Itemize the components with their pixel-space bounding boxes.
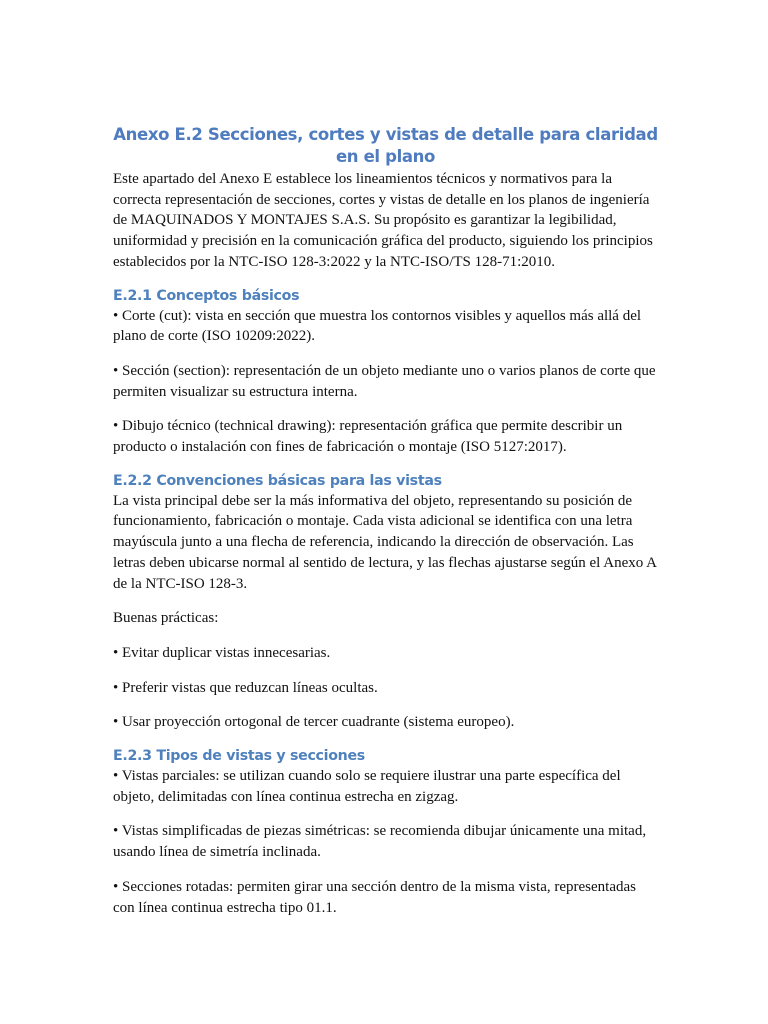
intro-paragraph: Este apartado del Anexo E establece los lineamientos técnicos y normativos para la correcta representación de secciones, cortes y vistas de detalle en los planos de ingeniería de MAQUINADOS Y MONTAJES S.A.S. Su propósito es garantizar la legibilidad, uniformidad y precisión en la comunicación gráfica del producto, siguiendo los principios establecidos por la NTC-ISO 128-3:2022 y la NTC-ISO/TS 128-71:2010.	[113, 171, 653, 270]
paragraph-dibujo-tecnico: • Dibujo técnico (technical drawing): representación gráfica que permite describir un producto o instalación con fines de fabricación o montaje (ISO 5127:2017).	[113, 418, 623, 456]
document-title: Anexo E.2 Secciones, cortes y vistas de detalle para claridad en el plano	[113, 125, 658, 166]
paragraph-evitar-duplicar: • Evitar duplicar vistas innecesarias.	[113, 644, 331, 661]
paragraph-seccion: • Sección (section): representación de un objeto mediante uno o varios planos de corte que permiten visualizar su estructura interna.	[113, 362, 656, 400]
section-heading-conventions: E.2.2 Convenciones básicas para las vistas	[113, 472, 442, 489]
paragraph-buenas-practicas: Buenas prácticas:	[113, 610, 219, 627]
section-heading-concepts: E.2.1 Conceptos básicos	[113, 287, 300, 304]
document-page	[113, 124, 658, 918]
paragraph-corte: • Corte (cut): vista en sección que muestra los contornos visibles y aquellos más allá del plano de corte (ISO 10209:2022).	[113, 307, 642, 345]
paragraph-vistas-simplificadas: • Vistas simplificadas de piezas simétricas: se recomienda dibujar únicamente una mitad, usando línea de simetría inclinada.	[113, 823, 647, 861]
section-heading-types: E.2.3 Tipos de vistas y secciones	[113, 748, 365, 765]
paragraph-preferir-vistas: • Preferir vistas que reduzcan líneas ocultas.	[113, 679, 378, 696]
paragraph-vista-principal: La vista principal debe ser la más informativa del objeto, representando su posición de funcionamiento, fabricación o montaje. Cada vista adicional se identifica con una letra mayúscula junto a una flecha de referencia, indicando la dirección de observación. Las letras deben ubicarse normal al sentido de lectura, y las flechas ajustarse según el Anexo A de la NTC-ISO 128-3.	[113, 492, 657, 592]
paragraph-proyeccion-ortogonal: • Usar proyección ortogonal de tercer cuadrante (sistema europeo).	[113, 714, 515, 731]
paragraph-secciones-rotadas: • Secciones rotadas: permiten girar una sección dentro de la misma vista, representadas con línea continua estrecha tipo 01.1.	[113, 878, 636, 916]
paragraph-vistas-parciales: • Vistas parciales: se utilizan cuando solo se requiere ilustrar una parte específica del objeto, delimitadas con línea continua estrecha en zigzag.	[113, 768, 621, 805]
